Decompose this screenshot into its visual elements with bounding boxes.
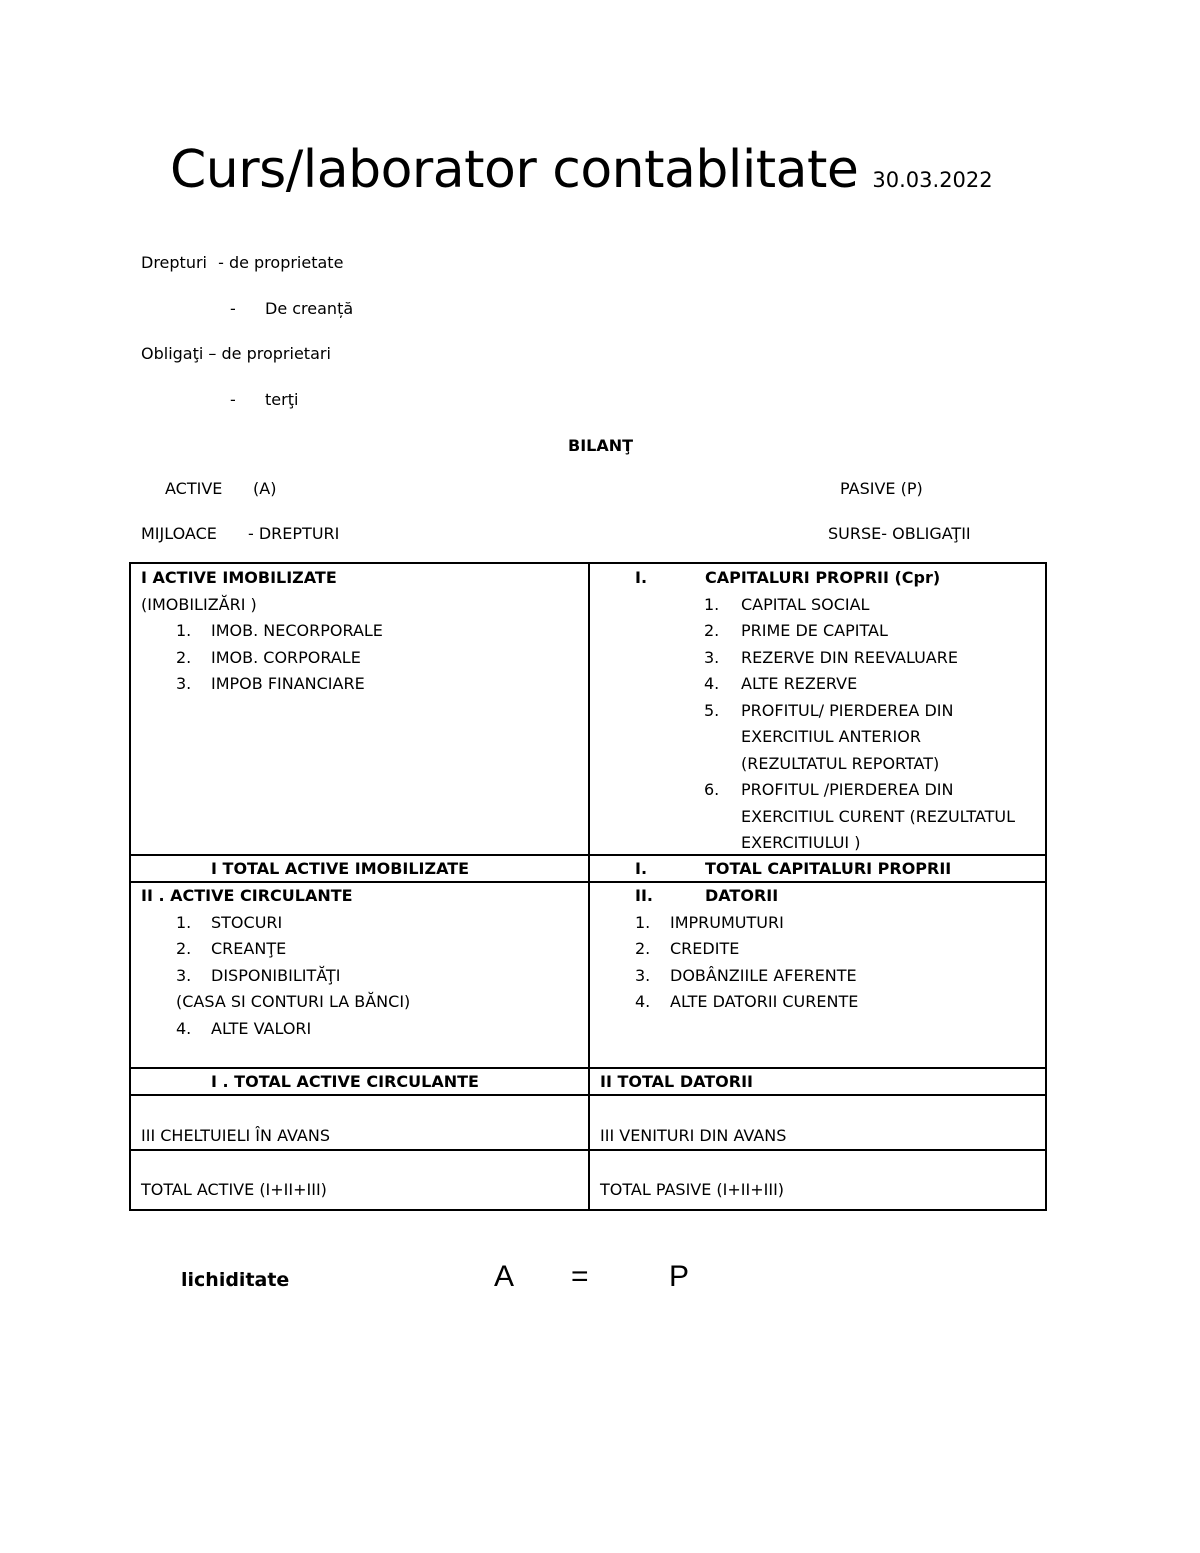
item-label: DOBÂNZIILE AFERENTE: [670, 965, 857, 985]
list-item: [141, 618, 581, 645]
obligati-item-2: terţi: [265, 390, 299, 409]
item-number: 6.: [704, 780, 720, 799]
equation-p: P: [669, 1260, 690, 1293]
item-number: 2.: [176, 939, 192, 958]
total-active-circulante: I . TOTAL ACTIVE CIRCULANTE: [211, 1072, 479, 1091]
page-title: [170, 140, 993, 200]
item-label-cont: (REZULTATUL REPORTAT): [741, 753, 940, 773]
datorii-heading-row: [600, 883, 1040, 910]
drepturi-item-2: De creanță: [265, 299, 354, 318]
item-label: IMOB. CORPORALE: [211, 647, 361, 667]
item-label: IMPRUMUTURI: [670, 912, 784, 932]
total-pasive: TOTAL PASIVE (I+II+III): [600, 1180, 785, 1199]
list-item: [600, 698, 1040, 725]
obligati-line: [141, 344, 331, 363]
list-item: [141, 936, 581, 963]
item-number: 1.: [176, 912, 192, 932]
list-item: [141, 910, 581, 937]
item-number: 1.: [176, 621, 192, 640]
item-number: 1.: [704, 594, 720, 614]
item-label: STOCURI: [211, 912, 283, 932]
disponibilitati-note: [141, 989, 581, 1016]
item-label: CAPITAL SOCIAL: [741, 594, 870, 614]
item-label: DISPONIBILITĂŢI: [211, 965, 341, 985]
drepturi-item-1: - de proprietate: [218, 253, 344, 272]
equation-equals: =: [571, 1260, 589, 1293]
active-imobilizate-cell: [141, 565, 581, 698]
item-label: CREANŢE: [211, 939, 287, 958]
list-item: [600, 645, 1040, 672]
item-number: 2.: [635, 939, 651, 958]
active-abbr: (A): [253, 479, 277, 498]
list-item-continuation: [600, 830, 1040, 857]
equation-a: A: [494, 1260, 515, 1293]
list-item: [141, 963, 581, 990]
list-item-continuation: [600, 804, 1040, 831]
item-number: 3.: [635, 965, 651, 985]
item-number: 3.: [704, 647, 720, 667]
list-item-continuation: [600, 724, 1040, 751]
drepturi-line: [141, 253, 343, 272]
total-active: TOTAL ACTIVE (I+II+III): [141, 1180, 327, 1199]
active-circulante-heading: II . ACTIVE CIRCULANTE: [141, 886, 353, 905]
surse-label: SURSE- OBLIGAŢII: [828, 524, 971, 543]
item-number: 3.: [176, 674, 192, 693]
list-item: [600, 989, 1040, 1016]
datorii-cell: [600, 883, 1040, 1016]
title-date: 30.03.2022: [872, 168, 993, 192]
item-number: 1.: [635, 912, 651, 932]
active-imobilizate-heading: I ACTIVE IMOBILIZATE: [141, 568, 337, 587]
pasive-label: PASIVE (P): [840, 479, 923, 498]
list-item: [600, 592, 1040, 619]
active-label: ACTIVE: [165, 479, 223, 498]
note-text: (CASA SI CONTURI LA BĂNCI): [176, 992, 411, 1011]
list-item-continuation: [600, 751, 1040, 778]
item-label: PROFITUL /PIERDEREA DIN: [741, 780, 954, 799]
section-number: II.: [635, 886, 653, 905]
capitaluri-heading-row: [600, 565, 1040, 592]
item-number: 4.: [704, 674, 720, 693]
item-number: 4.: [635, 992, 651, 1011]
item-label-cont: EXERCITIUL ANTERIOR: [741, 727, 921, 746]
table-border-right: [1045, 562, 1047, 1211]
item-label: REZERVE DIN REEVALUARE: [741, 647, 958, 667]
list-item: [600, 936, 1040, 963]
active-circulante-cell: [141, 883, 581, 1042]
item-number: 4.: [176, 1018, 192, 1038]
venituri-din-avans: III VENITURI DIN AVANS: [600, 1126, 787, 1145]
item-label: CREDITE: [670, 939, 740, 958]
list-item: [141, 1016, 581, 1043]
item-number: 2.: [704, 621, 720, 640]
list-item: [600, 910, 1040, 937]
item-number: 5.: [704, 700, 720, 720]
lichiditate-label: lichiditate: [181, 1269, 290, 1291]
total-capitaluri-num: I.: [635, 859, 648, 878]
list-item: [600, 671, 1040, 698]
mijloace-label: MIJLOACE: [141, 524, 217, 543]
list-item: [600, 963, 1040, 990]
cheltuieli-in-avans: III CHELTUIELI ÎN AVANS: [141, 1126, 330, 1145]
capitaluri-proprii-cell: [600, 565, 1040, 857]
table-border-left: [129, 562, 131, 1211]
item-number: 2.: [176, 647, 192, 667]
obligati-label: Obligaţi: [141, 344, 204, 363]
total-datorii: II TOTAL DATORII: [600, 1072, 753, 1091]
list-item: [600, 777, 1040, 804]
item-label: ALTE VALORI: [211, 1018, 312, 1038]
datorii-heading: DATORII: [705, 886, 779, 905]
table-border-middle: [588, 562, 590, 1211]
total-active-imobilizate: I TOTAL ACTIVE IMOBILIZATE: [211, 859, 470, 878]
item-label: PROFITUL/ PIERDEREA DIN: [741, 700, 954, 720]
obligati-item-1: – de proprietari: [208, 344, 331, 363]
item-label-cont: EXERCITIUL CURENT (REZULTATUL: [741, 806, 1016, 826]
section-number: I.: [635, 568, 648, 587]
list-item: [141, 671, 581, 698]
drepturi-dash: -: [230, 299, 236, 318]
item-label: ALTE REZERVE: [741, 674, 858, 693]
total-capitaluri-proprii: TOTAL CAPITALURI PROPRII: [705, 859, 952, 878]
list-item: [600, 618, 1040, 645]
capitaluri-heading: CAPITALURI PROPRII (Cpr): [705, 568, 941, 587]
obligati-dash: -: [230, 390, 236, 409]
item-label-cont: EXERCITIULUI ): [741, 833, 861, 852]
imobilizari-subheading: (IMOBILIZĂRI ): [141, 594, 257, 614]
item-label: ALTE DATORII CURENTE: [670, 992, 859, 1011]
drepturi-caps-label: - DREPTURI: [248, 524, 340, 543]
title-text: Curs/laborator contablitate: [170, 140, 859, 200]
item-label: IMPOB FINANCIARE: [211, 674, 365, 693]
item-label: IMOB. NECORPORALE: [211, 621, 383, 640]
item-number: 3.: [176, 965, 192, 985]
drepturi-label: Drepturi: [141, 253, 207, 272]
list-item: [141, 645, 581, 672]
item-label: PRIME DE CAPITAL: [741, 621, 888, 640]
bilant-heading: BILANŢ: [568, 436, 634, 455]
